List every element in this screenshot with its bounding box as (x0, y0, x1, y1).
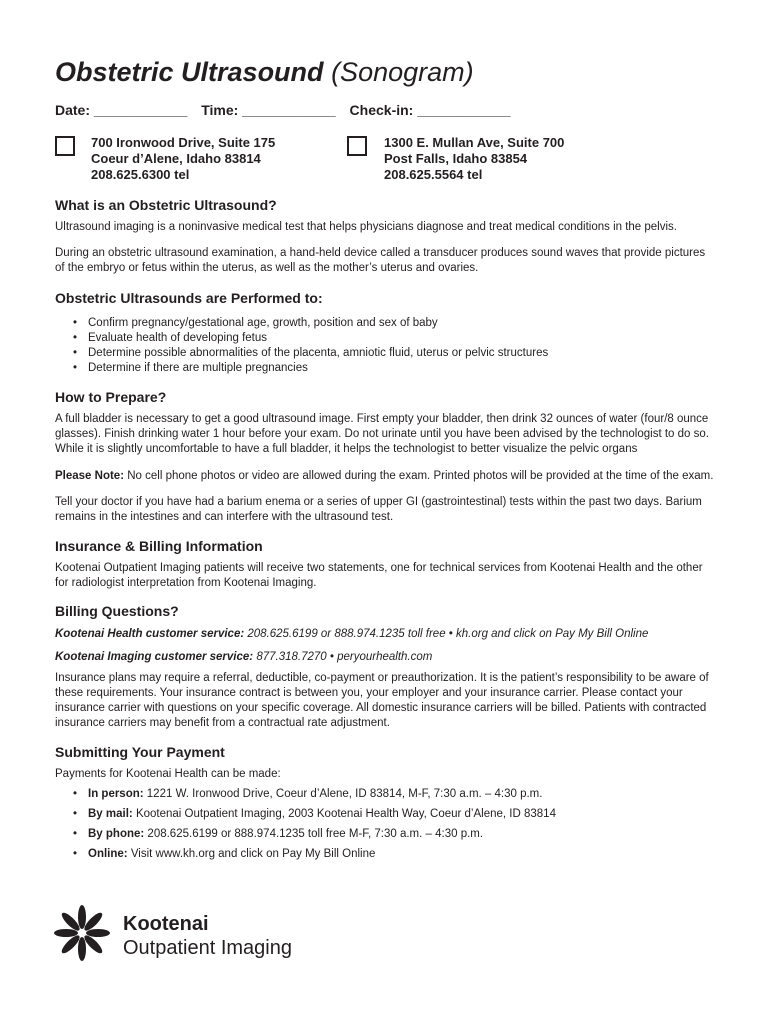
payment-item (73, 807, 556, 822)
list-item: • Determine if there are multiple pregnancies (73, 361, 548, 376)
heading-payment: Submitting Your Payment (55, 744, 225, 760)
logo-line-2: Outpatient Imaging (123, 937, 292, 959)
kootenai-imaging-service (55, 650, 717, 665)
title-main: Obstetric Ultrasound (55, 57, 324, 87)
location-checkbox-mullan[interactable] (347, 136, 367, 156)
payment-text: Kootenai Outpatient Imaging, 2003 Kootenai Health Way, Coeur d’Alene, ID 83814 (132, 808, 556, 820)
service-text: 208.625.6199 or 888.974.1235 toll free • kh.org and click on Pay My Bill Online (244, 628, 649, 640)
location-mullan (384, 135, 564, 183)
paragraph: Kootenai Outpatient Imaging patients will receive two statements, one for technical services from Kootenai Health and the other for radiologist interpretation from Kootenai Imaging. (55, 562, 703, 589)
payment-item (73, 847, 556, 862)
heading-billing: Billing Questions? (55, 603, 179, 619)
note-text: No cell phone photos or video are allowed during the exam. Printed photos will be provided at the time of the exam. (124, 470, 714, 482)
note-paragraph (55, 469, 717, 484)
paragraph: Insurance plans may require a referral, deductible, co-payment or preauthorization. It is the patient’s responsibility to be aware of these requirements. Your insurance contract is between you, your employer and your insurance carrier. Please contact your insurance carrier with questions on your specific coverage. All domestic insurance carriers will be billed. Patients with contracted insurance carriers may benefit from a contractual rate adjustment. (55, 672, 709, 729)
checkin-field[interactable]: Check-in: ____________ (349, 102, 511, 118)
date-field[interactable]: Date: ____________ (55, 102, 188, 118)
location-checkbox-ironwood[interactable] (55, 136, 75, 156)
kootenai-health-service (55, 627, 717, 642)
location-city: Post Falls, Idaho 83854 (384, 151, 528, 166)
payment-item (73, 827, 556, 842)
appointment-fields (55, 102, 521, 118)
logo-line-1: Kootenai (123, 913, 209, 935)
kootenai-star-icon (52, 903, 112, 963)
list-item: • Determine possible abnormalities of the placenta, amniotic fluid, uterus or pelvic structures (73, 346, 548, 361)
heading-prepare: How to Prepare? (55, 389, 167, 405)
heading-insurance: Insurance & Billing Information (55, 538, 263, 554)
list-item: • Confirm pregnancy/gestational age, growth, position and sex of baby (73, 316, 548, 331)
payment-label: Online: (88, 848, 128, 860)
payment-list (73, 787, 556, 867)
paragraph: Ultrasound imaging is a noninvasive medical test that helps physicians diagnose and treat medical conditions in the pelvis. (55, 221, 677, 233)
time-field[interactable]: Time: ____________ (201, 102, 336, 118)
payment-text: 208.625.6199 or 888.974.1235 toll free M-F, 7:30 a.m. – 4:30 p.m. (144, 828, 484, 840)
location-street: 1300 E. Mullan Ave, Suite 700 (384, 135, 565, 150)
heading-what: What is an Obstetric Ultrasound? (55, 197, 277, 213)
performed-list (73, 316, 548, 376)
payment-label: By mail: (88, 808, 133, 820)
payment-label: In person: (88, 788, 144, 800)
list-item: • Evaluate health of developing fetus (73, 331, 548, 346)
payment-text: Visit www.kh.org and click on Pay My Bill Online (127, 848, 376, 860)
service-label: Kootenai Imaging customer service: (55, 651, 254, 663)
title-sub: (Sonogram) (331, 57, 474, 87)
note-label: Please Note: (55, 470, 125, 482)
paragraph: Tell your doctor if you have had a barium enema or a series of upper GI (gastrointestinal) tests within the past two days. Barium remains in the intestines and can interfere with the ultrasound test. (55, 496, 702, 523)
logo-text (123, 912, 292, 960)
paragraph: A full bladder is necessary to get a good ultrasound image. First empty your bladder, then drink 32 ounces of water (four/8 ounce glasses). Finish drinking water 1 hour before your exam. Do not urinate until you have been advised by the technologist to do so. While it is slightly uncomfortable to have a full bladder, it helps the technologist to better visualize the pelvic organs (55, 413, 709, 455)
service-label: Kootenai Health customer service: (55, 628, 245, 640)
location-ironwood (91, 135, 275, 183)
payment-item (73, 787, 556, 802)
service-text: 877.318.7270 • peryourhealth.com (253, 651, 433, 663)
location-phone: 208.625.6300 tel (91, 167, 190, 182)
heading-performed: Obstetric Ultrasounds are Performed to: (55, 290, 323, 306)
paragraph: During an obstetric ultrasound examination, a hand-held device called a transducer produces sound waves that provide pictures of the embryo or fetus within the uterus, as well as the mother’s uterus and ovaries. (55, 247, 706, 274)
payment-text: 1221 W. Ironwood Drive, Coeur d’Alene, ID 83814, M-F, 7:30 a.m. – 4:30 p.m. (143, 788, 543, 800)
location-phone: 208.625.5564 tel (384, 167, 483, 182)
paragraph: Payments for Kootenai Health can be made: (55, 768, 281, 780)
page-title (55, 54, 474, 90)
payment-label: By phone: (88, 828, 145, 840)
location-street: 700 Ironwood Drive, Suite 175 (91, 135, 276, 150)
location-city: Coeur d’Alene, Idaho 83814 (91, 151, 261, 166)
